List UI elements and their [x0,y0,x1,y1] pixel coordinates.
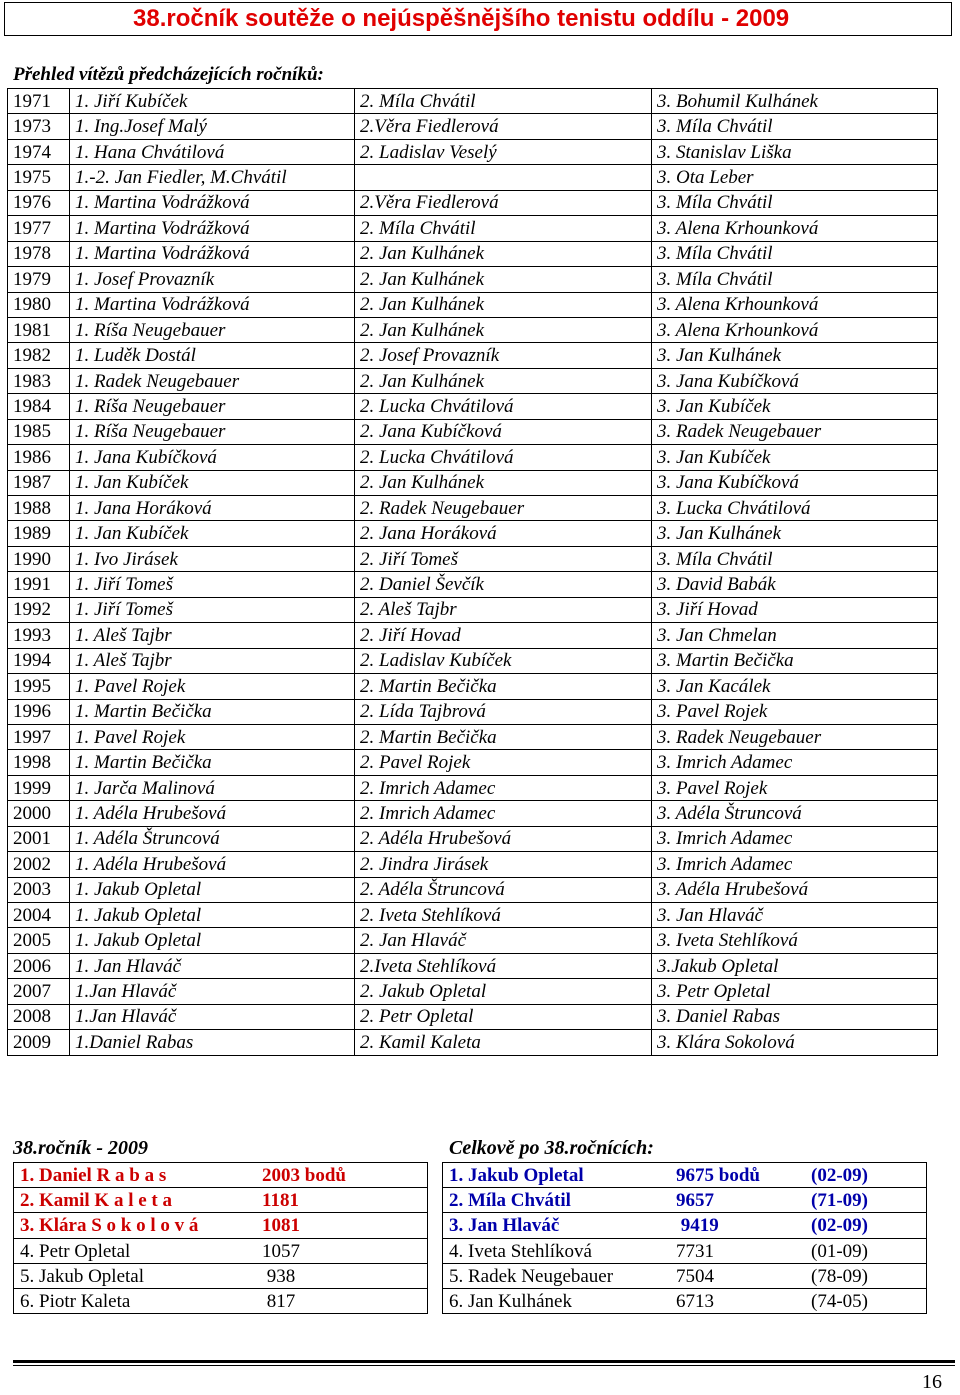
winner-first-place-cell: 1. Jan Kubíček [70,521,355,546]
winner-second-place-cell: 2. Imrich Adamec [355,801,652,826]
player-name: 1. Daniel R a b a s [20,1165,167,1186]
table-row [8,292,938,317]
table-row [8,139,938,164]
table-row [14,1163,428,1188]
winner-first-place-cell: 1. Pavel Rojek [70,674,355,699]
winner-first-place-cell: 1. Ríša Neugebauer [70,419,355,444]
winner-second-place-cell: 2. Adéla Hrubešová [355,826,652,851]
overall-cell [443,1188,927,1213]
winner-first-place-cell: 1. Jakub Opletal [70,877,355,902]
table-row [443,1263,927,1288]
winner-third-place-cell: 3. Jan Kubíček [652,445,938,470]
player-years: (02-09) [811,1165,868,1186]
winner-second-place-cell: 2. Martin Bečička [355,674,652,699]
table-row [8,801,938,826]
winner-year-cell: 1992 [8,597,70,622]
winner-first-place-cell: 1. Martin Bečička [70,699,355,724]
table-row [8,674,938,699]
winner-first-place-cell: 1. Jiří Tomeš [70,572,355,597]
winner-first-place-cell: 1. Martin Bečička [70,750,355,775]
result-cell [14,1288,428,1313]
table-row [8,317,938,342]
winner-first-place-cell: 1. Adéla Hrubešová [70,852,355,877]
table-row [8,750,938,775]
winner-first-place-cell: 1. Ríša Neugebauer [70,394,355,419]
player-name: 4. Petr Opletal [20,1240,131,1262]
result-cell [14,1238,428,1263]
table-row [14,1188,428,1213]
table-row [8,546,938,571]
winner-third-place-cell: 3.Jakub Opletal [652,953,938,978]
table-row [14,1238,428,1263]
winner-first-place-cell: 1. Jakub Opletal [70,903,355,928]
winner-year-cell: 1994 [8,648,70,673]
winner-first-place-cell: 1. Jakub Opletal [70,928,355,953]
table-row [8,1004,938,1029]
winner-third-place-cell: 3. Adéla Štruncová [652,801,938,826]
winner-year-cell: 1979 [8,267,70,292]
overall-table [442,1162,927,1314]
page-title: 38.ročník soutěže o nejúspěšnějšího tenistu oddílu - 2009 [133,5,790,32]
winner-year-cell: 2004 [8,903,70,928]
table-row [8,165,938,190]
winner-first-place-cell: 1. Aleš Tajbr [70,623,355,648]
winner-third-place-cell: 3. Alena Krhounková [652,216,938,241]
winner-first-place-cell: 1. Radek Neugebauer [70,368,355,393]
result-cell [14,1213,428,1238]
winner-first-place-cell: 1. Luděk Dostál [70,343,355,368]
winner-second-place-cell: 2. Jiří Tomeš [355,546,652,571]
winner-second-place-cell: 2. Jan Kulhánek [355,292,652,317]
winner-second-place-cell: 2. Jiří Hovad [355,623,652,648]
winner-year-cell: 2009 [8,1030,70,1055]
winner-third-place-cell: 3. Martin Bečička [652,648,938,673]
footer-rule-thin [13,1365,955,1366]
winner-year-cell: 1991 [8,572,70,597]
winner-third-place-cell: 3. Imrich Adamec [652,750,938,775]
player-points: 6713 [676,1290,714,1312]
winner-third-place-cell: 3. Petr Opletal [652,979,938,1004]
player-points: 1081 [262,1215,300,1237]
winner-second-place-cell: 2. Jan Kulhánek [355,267,652,292]
winner-third-place-cell: 3. Míla Chvátil [652,546,938,571]
winner-second-place-cell: 2. Aleš Tajbr [355,597,652,622]
player-name: 6. Jan Kulhánek [449,1290,572,1312]
winner-second-place-cell: 2. Iveta Stehlíková [355,903,652,928]
winner-second-place-cell: 2. Adéla Štruncová [355,877,652,902]
winner-year-cell: 1978 [8,241,70,266]
winner-year-cell: 1987 [8,470,70,495]
winner-first-place-cell: 1. Jiří Tomeš [70,597,355,622]
winner-first-place-cell: 1. Adéla Štruncová [70,826,355,851]
winner-second-place-cell: 2. Jan Kulhánek [355,241,652,266]
overall-cell [443,1163,927,1188]
table-row [8,623,938,648]
winner-year-cell: 2006 [8,953,70,978]
winner-year-cell: 2000 [8,801,70,826]
winner-year-cell: 1988 [8,496,70,521]
winner-first-place-cell: 1. Jana Kubíčková [70,445,355,470]
winner-third-place-cell: 3. Jiří Hovad [652,597,938,622]
table-row [8,648,938,673]
winner-third-place-cell: 3. Klára Sokolová [652,1030,938,1055]
table-row [8,852,938,877]
winner-third-place-cell: 3. Míla Chvátil [652,114,938,139]
player-name: 1. Jakub Opletal [449,1165,584,1186]
winner-first-place-cell: 1. Adéla Hrubešová [70,801,355,826]
winner-third-place-cell: 3. Míla Chvátil [652,267,938,292]
winner-second-place-cell: 2. Lída Tajbrová [355,699,652,724]
table-row [8,903,938,928]
player-name: 4. Iveta Stehlíková [449,1240,592,1262]
winner-second-place-cell: 2.Věra Fiedlerová [355,190,652,215]
winner-year-cell: 2007 [8,979,70,1004]
winner-year-cell: 1974 [8,139,70,164]
winner-second-place-cell: 2. Petr Opletal [355,1004,652,1029]
winner-third-place-cell: 3. Pavel Rojek [652,775,938,800]
table-row [8,114,938,139]
winners-table [7,88,938,1056]
table-row [8,572,938,597]
player-years: (78-09) [811,1265,868,1287]
player-points: 7504 [676,1265,714,1287]
table-row [8,445,938,470]
result-cell [14,1188,428,1213]
winner-year-cell: 1998 [8,750,70,775]
winner-year-cell: 1980 [8,292,70,317]
winner-year-cell: 1976 [8,190,70,215]
winner-year-cell: 1975 [8,165,70,190]
winner-first-place-cell: 1.Daniel Rabas [70,1030,355,1055]
winner-second-place-cell: 2. Jan Hlaváč [355,928,652,953]
player-points: 817 [262,1290,296,1312]
winner-year-cell: 1981 [8,317,70,342]
table-row [14,1263,428,1288]
player-name: 5. Radek Neugebauer [449,1265,614,1287]
results-2009-table [13,1162,428,1314]
player-points: 1181 [262,1190,299,1212]
table-row [443,1188,927,1213]
table-row [8,724,938,749]
table-row [8,368,938,393]
winner-second-place-cell: 2. Míla Chvátil [355,89,652,114]
table-row [8,267,938,292]
winner-year-cell: 1971 [8,89,70,114]
winner-third-place-cell: 3. Jan Kacálek [652,674,938,699]
winner-first-place-cell: 1.Jan Hlaváč [70,979,355,1004]
table-row [443,1213,927,1238]
winner-second-place-cell: 2. Jakub Opletal [355,979,652,1004]
winner-third-place-cell: 3. Pavel Rojek [652,699,938,724]
winner-year-cell: 1973 [8,114,70,139]
winner-third-place-cell: 3. Adéla Hrubešová [652,877,938,902]
table-row [8,394,938,419]
winner-third-place-cell: 3. Míla Chvátil [652,241,938,266]
winner-second-place-cell: 2. Daniel Ševčík [355,572,652,597]
winner-first-place-cell: 1. Josef Provazník [70,267,355,292]
player-points: 9675 bodů [676,1165,760,1186]
table-row [8,699,938,724]
winner-second-place-cell: 2. Pavel Rojek [355,750,652,775]
winner-first-place-cell: 1. Martina Vodrážková [70,241,355,266]
winner-first-place-cell: 1. Pavel Rojek [70,724,355,749]
winner-third-place-cell: 3. Jan Chmelan [652,623,938,648]
winner-third-place-cell: 3. Daniel Rabas [652,1004,938,1029]
table-row [8,826,938,851]
winner-year-cell: 1984 [8,394,70,419]
table-row [8,89,938,114]
winner-second-place-cell: 2. Jan Kulhánek [355,317,652,342]
winner-second-place-cell: 2. Ladislav Veselý [355,139,652,164]
winner-first-place-cell: 1. Ivo Jirásek [70,546,355,571]
table-row [8,241,938,266]
winner-third-place-cell: 3. Jana Kubíčková [652,368,938,393]
player-years: (02-09) [811,1215,868,1237]
winner-second-place-cell: 2. Jan Kulhánek [355,470,652,495]
winner-second-place-cell: 2. Míla Chvátil [355,216,652,241]
winner-third-place-cell: 3. Iveta Stehlíková [652,928,938,953]
winner-year-cell: 1995 [8,674,70,699]
winner-second-place-cell [355,165,652,190]
winner-third-place-cell: 3. Ota Leber [652,165,938,190]
winner-second-place-cell: 2. Radek Neugebauer [355,496,652,521]
winner-third-place-cell: 3. Míla Chvátil [652,190,938,215]
winner-first-place-cell: 1. Ing.Josef Malý [70,114,355,139]
result-cell [14,1263,428,1288]
winner-first-place-cell: 1. Martina Vodrážková [70,190,355,215]
winner-year-cell: 2008 [8,1004,70,1029]
winner-year-cell: 1997 [8,724,70,749]
title-box [4,2,952,36]
table-row [8,470,938,495]
player-points: 7731 [676,1240,714,1262]
player-years: (01-09) [811,1240,868,1262]
table-row [443,1288,927,1313]
winner-second-place-cell: 2. Imrich Adamec [355,775,652,800]
table-row [14,1288,428,1313]
player-points: 9419 [676,1215,719,1237]
table-row [443,1163,927,1188]
winner-third-place-cell: 3. Jan Kulhánek [652,521,938,546]
winner-year-cell: 2005 [8,928,70,953]
winner-third-place-cell: 3. Jan Hlaváč [652,903,938,928]
player-points: 938 [262,1265,296,1287]
winner-third-place-cell: 3. Jan Kubíček [652,394,938,419]
winner-year-cell: 1996 [8,699,70,724]
winner-year-cell: 2001 [8,826,70,851]
winner-year-cell: 2003 [8,877,70,902]
player-points: 1057 [262,1240,300,1262]
winner-second-place-cell: 2. Lucka Chvátilová [355,394,652,419]
player-points: 2003 bodů [262,1165,346,1186]
winner-third-place-cell: 3. Alena Krhounková [652,317,938,342]
table-row [8,953,938,978]
page-number: 16 [922,1371,942,1393]
overall-cell [443,1263,927,1288]
winner-third-place-cell: 3. Radek Neugebauer [652,419,938,444]
winner-year-cell: 1977 [8,216,70,241]
winner-second-place-cell: 2. Jindra Jirásek [355,852,652,877]
results-2009-heading: 38.ročník - 2009 [13,1137,148,1159]
winner-year-cell: 1990 [8,546,70,571]
winner-year-cell: 1999 [8,775,70,800]
player-name: 3. Jan Hlaváč [449,1215,560,1237]
winner-third-place-cell: 3. Imrich Adamec [652,852,938,877]
winner-second-place-cell: 2. Jana Horáková [355,521,652,546]
table-row [8,496,938,521]
overview-heading: Přehled vítězů předcházejících ročníků: [13,64,324,85]
overall-cell [443,1238,927,1263]
table-row [443,1238,927,1263]
winner-year-cell: 1989 [8,521,70,546]
table-row [8,521,938,546]
winner-third-place-cell: 3. Imrich Adamec [652,826,938,851]
winner-third-place-cell: 3. Lucka Chvátilová [652,496,938,521]
winner-year-cell: 1986 [8,445,70,470]
winner-second-place-cell: 2. Jan Kulhánek [355,368,652,393]
winner-third-place-cell: 3. Alena Krhounková [652,292,938,317]
table-row [8,1030,938,1055]
winner-second-place-cell: 2. Kamil Kaleta [355,1030,652,1055]
table-row [8,216,938,241]
player-name: 5. Jakub Opletal [20,1265,145,1287]
player-name: 6. Piotr Kaleta [20,1290,131,1312]
overall-cell [443,1288,927,1313]
winner-third-place-cell: 3. Jan Kulhánek [652,343,938,368]
winner-third-place-cell: 3. Jana Kubíčková [652,470,938,495]
winner-year-cell: 1985 [8,419,70,444]
player-name: 2. Míla Chvátil [449,1190,571,1212]
winner-first-place-cell: 1. Jana Horáková [70,496,355,521]
winner-second-place-cell: 2. Jana Kubíčková [355,419,652,444]
winner-second-place-cell: 2. Lucka Chvátilová [355,445,652,470]
winner-first-place-cell: 1. Ríša Neugebauer [70,317,355,342]
winner-third-place-cell: 3. Radek Neugebauer [652,724,938,749]
winner-second-place-cell: 2.Iveta Stehlíková [355,953,652,978]
winner-first-place-cell: 1. Jarča Malinová [70,775,355,800]
player-name: 2. Kamil K a l e t a [20,1190,172,1212]
player-points: 9657 [676,1190,714,1212]
table-row [8,343,938,368]
winner-first-place-cell: 1. Jan Kubíček [70,470,355,495]
winner-first-place-cell: 1. Aleš Tajbr [70,648,355,673]
result-cell [14,1163,428,1188]
winner-second-place-cell: 2. Martin Bečička [355,724,652,749]
player-name: 3. Klára S o k o l o v á [20,1215,199,1237]
winner-third-place-cell: 3. Bohumil Kulhánek [652,89,938,114]
table-row [8,979,938,1004]
winner-first-place-cell: 1. Martina Vodrážková [70,216,355,241]
table-row [8,190,938,215]
winner-year-cell: 1983 [8,368,70,393]
table-row [14,1213,428,1238]
overall-heading: Celkově po 38.ročnících: [449,1137,654,1159]
table-row [8,928,938,953]
winner-third-place-cell: 3. David Babák [652,572,938,597]
winner-third-place-cell: 3. Stanislav Liška [652,139,938,164]
winner-first-place-cell: 1. Jan Hlaváč [70,953,355,978]
table-row [8,597,938,622]
table-row [8,877,938,902]
winner-year-cell: 1993 [8,623,70,648]
winner-first-place-cell: 1.Jan Hlaváč [70,1004,355,1029]
overall-cell [443,1213,927,1238]
winner-year-cell: 1982 [8,343,70,368]
winner-second-place-cell: 2. Josef Provazník [355,343,652,368]
player-years: (74-05) [811,1290,868,1312]
winner-first-place-cell: 1. Hana Chvátilová [70,139,355,164]
winner-year-cell: 2002 [8,852,70,877]
footer-rule [13,1360,955,1363]
winner-second-place-cell: 2. Ladislav Kubíček [355,648,652,673]
winner-second-place-cell: 2.Věra Fiedlerová [355,114,652,139]
winner-first-place-cell: 1. Martina Vodrážková [70,292,355,317]
table-row [8,775,938,800]
winner-first-place-cell: 1.-2. Jan Fiedler, M.Chvátil [70,165,355,190]
winner-first-place-cell: 1. Jiří Kubíček [70,89,355,114]
table-row [8,419,938,444]
player-years: (71-09) [811,1190,868,1212]
